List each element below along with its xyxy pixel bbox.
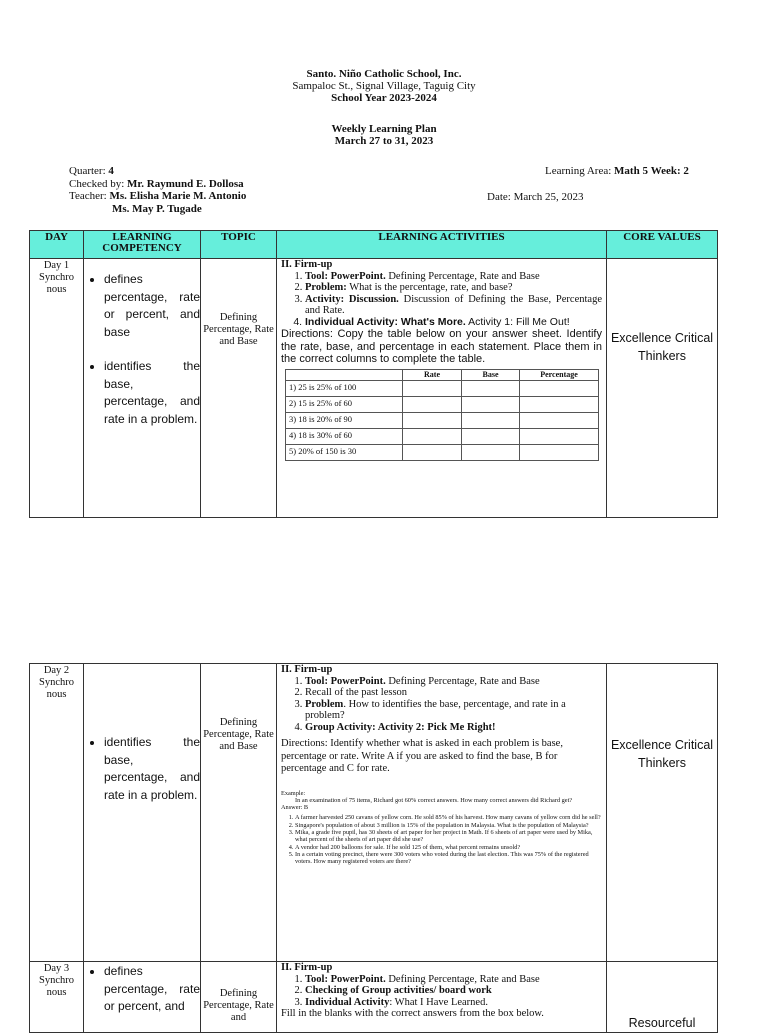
week-label: Week: <box>650 165 681 177</box>
answer-table-header: Rate <box>403 369 462 380</box>
meta-date: Date: March 25, 2023 <box>487 191 584 203</box>
directions-text: Directions: Identify whether what is asked in each problem is base, percentage or rate. Write A if you are asked to find the base, B for percentage and C for rate. <box>281 738 563 774</box>
activity-text: : What I Have Learned. <box>389 996 488 1008</box>
activity-text: Activity 1: Fill Me Out! <box>465 315 570 328</box>
plan-table-day2 <box>29 663 718 1033</box>
checked-label: Checked by: <box>69 177 125 190</box>
day-cell: Day 3 Synchro nous <box>30 962 84 1033</box>
list-item: 4. A vendor had 200 balloons for sale. If he sold 125 of them, what percent remains unsold? <box>295 844 602 851</box>
list-item: • identifies the base, percentage, and rate in a problem. <box>104 358 200 428</box>
activity-label: Problem: <box>305 282 347 293</box>
example-label: Example: <box>281 789 306 797</box>
directions-text: Directions: Copy the table below on your answer sheet. Identify the rate, base, and percentage in each statement. Place them in the correct columns to complete the table. <box>281 328 602 365</box>
list-item: 2. Singapore's population of about 3 million is 15% of the population in Malaysia. What is the population of Malaysia? <box>295 822 602 829</box>
activity-text: Defining Percentage, Rate and Base <box>385 675 540 687</box>
checked-value: Mr. Raymund E. Dollosa <box>127 177 244 190</box>
topic-cell: Defining Percentage, Rate and Base <box>201 664 277 962</box>
core-values-cell: Excellence Critical Thinkers <box>607 259 718 518</box>
col-topic: TOPIC <box>201 231 277 259</box>
statement-cell: 3) 18 is 20% of 90 <box>286 412 403 428</box>
competency-cell <box>84 664 201 962</box>
fill-text: Fill in the blanks with the correct answers from the box below. <box>281 1008 544 1019</box>
plan-table-day1 <box>29 230 718 518</box>
activity-label: Tool: PowerPoint. <box>305 973 386 985</box>
col-competency: LEARNING COMPETENCY <box>84 231 201 259</box>
area-label: Learning Area: <box>545 165 612 177</box>
list-item: • defines percentage, rate or percent, and base <box>104 271 200 341</box>
school-name: Santo. Niño Catholic School, Inc. <box>306 68 462 80</box>
list-item: • identifies the base, percentage, and rate in a problem. <box>104 734 200 804</box>
activity-label: Activity: Discussion. <box>305 293 399 305</box>
plan-heading <box>0 123 768 147</box>
quarter-value: 4 <box>108 165 114 177</box>
activity-label: Tool: PowerPoint. <box>305 270 386 282</box>
school-address: Sampaloc St., Signal Village, Taguig City <box>292 80 476 92</box>
quarter-label: Quarter: <box>69 165 106 177</box>
activity-label: Group Activity: Activity 2: Pick Me Right! <box>305 721 496 733</box>
list-item: 5. In a certain voting precinct, there were 300 voters who voted during the last election. This was 75% of the registered voters. How many registered voters are there? <box>295 851 602 866</box>
col-activities: LEARNING ACTIVITIES <box>277 231 607 259</box>
answer-table <box>285 369 599 461</box>
day-cell: Day 2 Synchro nous <box>30 664 84 962</box>
statement-cell: 1) 25 is 25% of 100 <box>286 380 403 396</box>
statement-cell: 2) 15 is 25% of 60 <box>286 396 403 412</box>
competency-cell <box>84 259 201 518</box>
activity-text: Defining Percentage, Rate and Base <box>385 973 540 985</box>
plan-dates: March 27 to 31, 2023 <box>334 135 434 147</box>
answer-table-header: Percentage <box>520 369 599 380</box>
core-values-cell: Resourceful <box>607 962 718 1033</box>
activities-cell <box>277 962 607 1033</box>
section-title: II. Firm-up <box>281 664 333 675</box>
table-row <box>30 664 718 962</box>
teacher-value-2: Ms. May P. Tugade <box>112 202 202 215</box>
school-header <box>0 68 768 104</box>
activity-label: Individual Activity <box>305 996 390 1008</box>
activity-text: Defining Percentage, Rate and Base <box>385 270 540 282</box>
table-row <box>286 428 599 444</box>
competency-cell <box>84 962 201 1033</box>
activity-label: Tool: PowerPoint. <box>305 675 386 687</box>
topic-cell: Defining Percentage, Rate and <box>201 962 277 1033</box>
table-row <box>286 444 599 460</box>
table-row <box>286 412 599 428</box>
activity-label: Checking of Group activities/ board work <box>305 985 492 996</box>
section-title: II. Firm-up <box>281 962 333 973</box>
activity-label: Problem <box>305 698 344 710</box>
table-row <box>286 380 599 396</box>
col-day: DAY <box>30 231 84 259</box>
school-year: School Year 2023-2024 <box>331 92 437 104</box>
list-item: 3. Mika, a grade five pupil, has 30 sheets of art paper for her project in Math. If 6 sheets of art paper were used by Mika, what percent of the sheets of art paper did she use? <box>295 829 602 844</box>
plan-title: Weekly Learning Plan <box>331 123 437 135</box>
example-text: In an examination of 75 items, Richard got 60% correct answers. How many correct answers did Richard get? <box>295 796 573 804</box>
teacher-label: Teacher: <box>69 190 107 202</box>
statement-cell: 4) 18 is 30% of 60 <box>286 428 403 444</box>
table-row <box>30 259 718 518</box>
area-value: Math 5 <box>614 165 648 177</box>
activity-text: . How to identifies the base, percentage, and rate in a problem? <box>305 698 566 721</box>
topic-cell: Defining Percentage, Rate and Base <box>201 259 277 518</box>
answer-table-header <box>286 369 403 380</box>
statement-cell: 5) 20% of 150 is 30 <box>286 444 403 460</box>
activity-sheet <box>281 790 602 866</box>
list-item: 1. A farmer harvested 250 cavans of yellow corn. He sold 85% of his harvest. How many cavans of yellow corn did he sell? <box>295 814 602 821</box>
section-title: II. Firm-up <box>281 259 333 270</box>
activities-cell <box>277 664 607 962</box>
core-values-cell: Excellence Critical Thinkers <box>607 664 718 962</box>
teacher-value: Ms. Elisha Marie M. Antonio <box>109 190 247 202</box>
week-value: 2 <box>683 165 689 177</box>
activity-label: Individual Activity: What's More. <box>305 315 466 328</box>
activity-text: Discussion of Defining the Base, Percentage and Rate. <box>305 293 602 316</box>
meta-left <box>69 165 246 215</box>
table-row <box>30 962 718 1033</box>
day-cell: Day 1 Synchro nous <box>30 259 84 518</box>
list-item: • defines percentage, rate or percent, and <box>104 963 200 1016</box>
activity-text: What is the percentage, rate, and base? <box>346 282 513 293</box>
activities-cell <box>277 259 607 518</box>
table-header-row <box>30 231 718 259</box>
meta-right <box>545 165 689 178</box>
table-row <box>286 396 599 412</box>
example-answer: Answer: B <box>281 804 309 812</box>
answer-table-header: Base <box>462 369 520 380</box>
activity-text: Recall of the past lesson <box>305 687 408 698</box>
col-core-values: CORE VALUES <box>607 231 718 259</box>
